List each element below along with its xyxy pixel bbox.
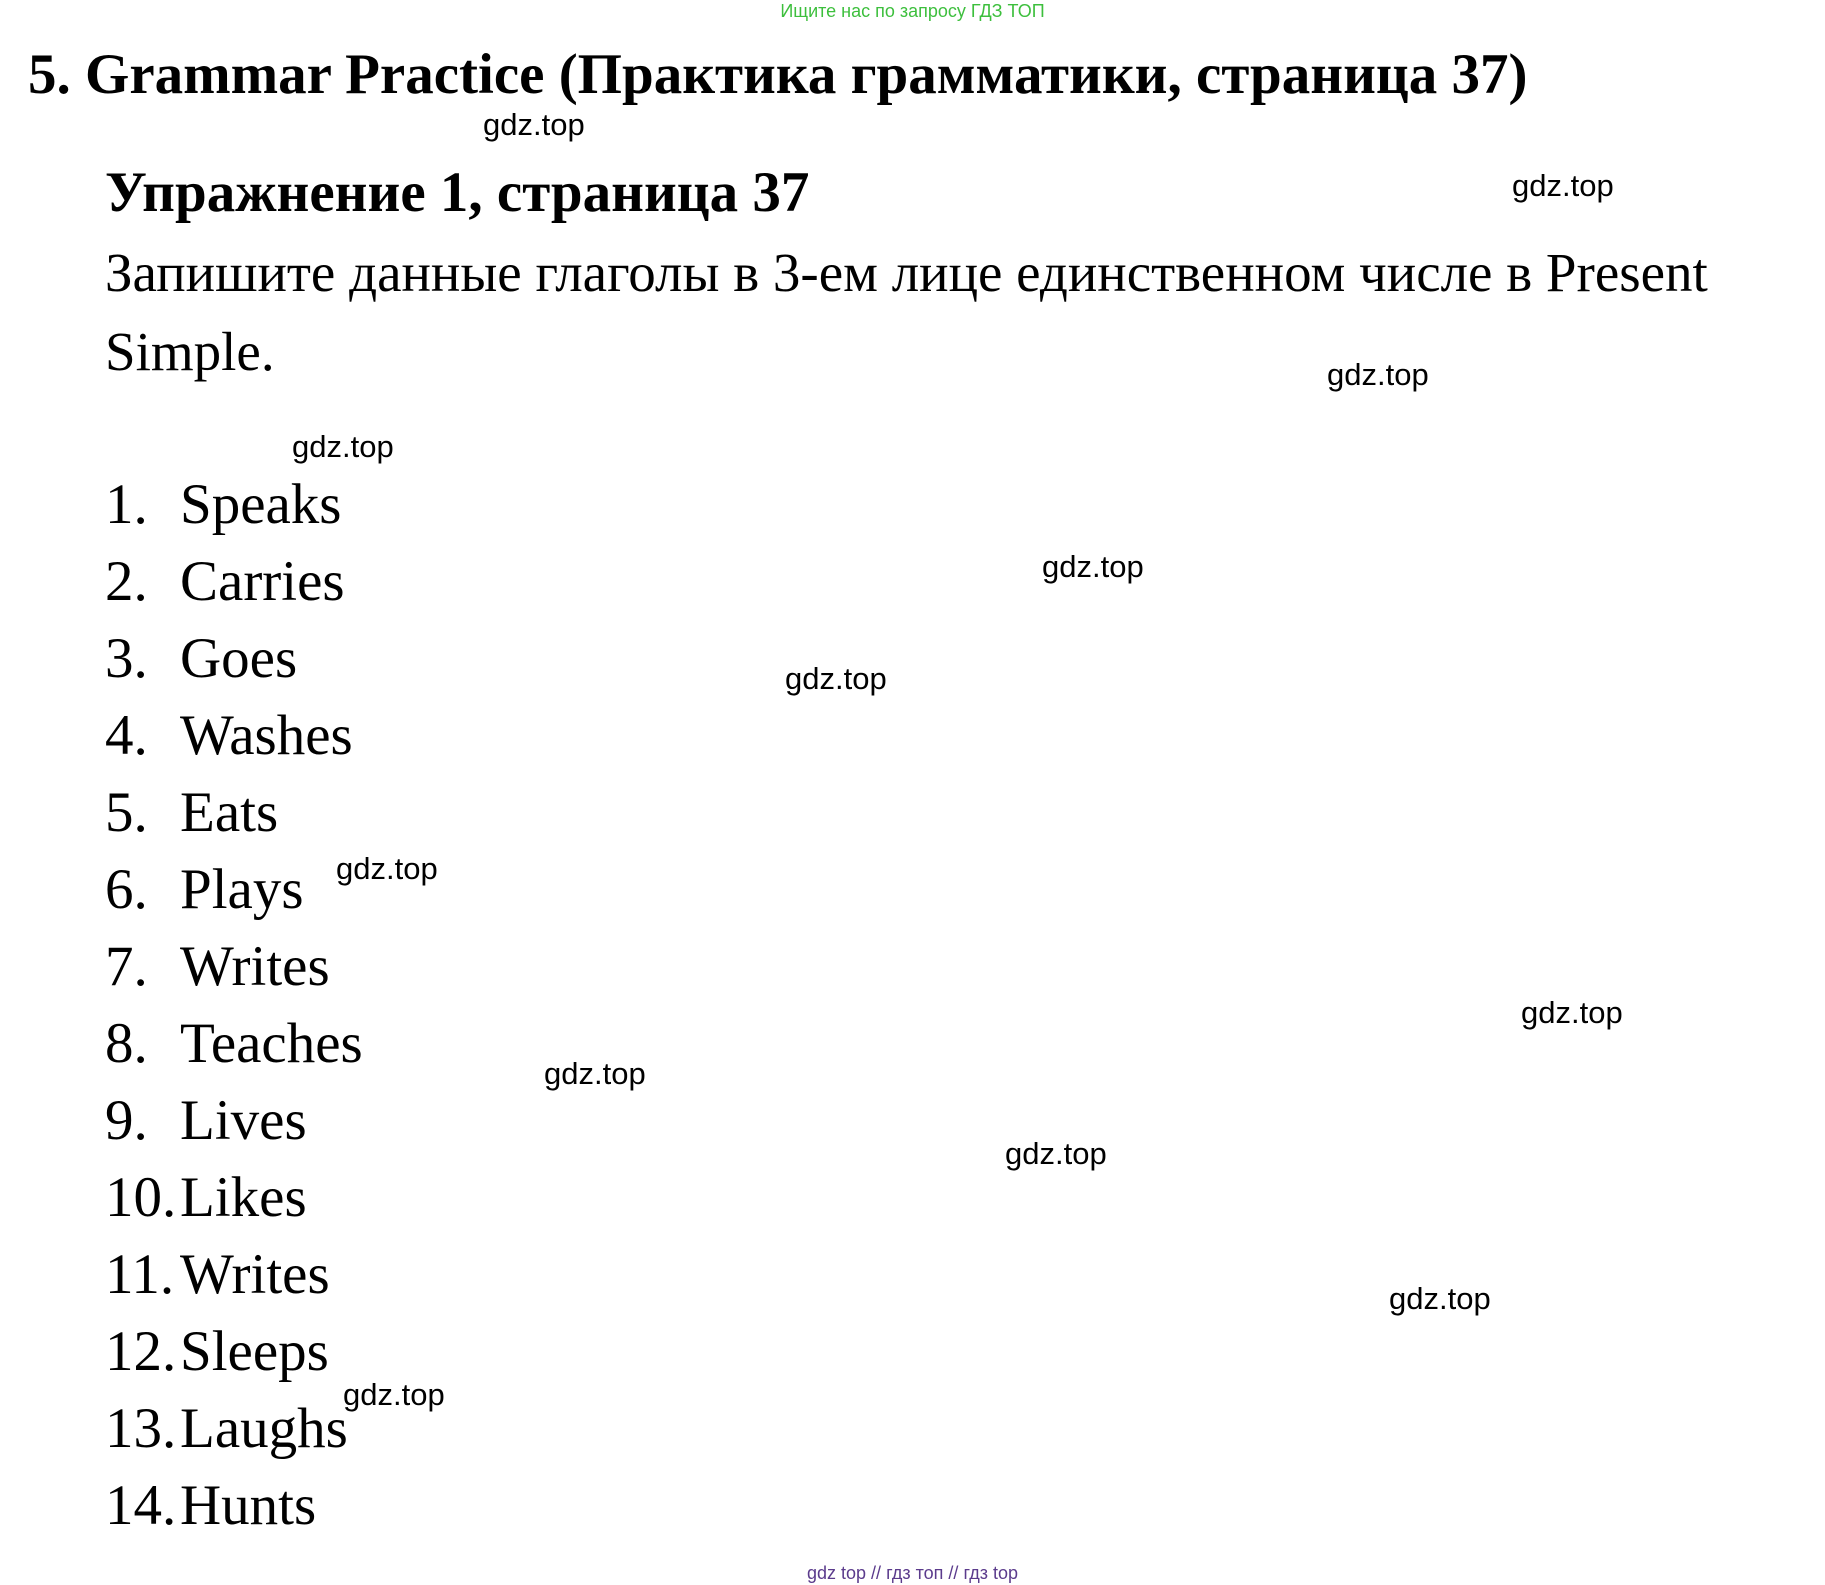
answer-word: Writes: [180, 1243, 330, 1306]
answer-item: [105, 774, 363, 851]
watermark: gdz.top: [292, 429, 394, 464]
section-title: 5. Grammar Practice (Практика грамматики, страница 37): [28, 43, 1528, 106]
answer-number: 9.: [105, 1089, 148, 1152]
answer-word: Sleeps: [180, 1320, 329, 1383]
answer-word: Teaches: [180, 1012, 363, 1075]
answer-number: 7.: [105, 935, 148, 998]
exercise-title: Упражнение 1, страница 37: [105, 161, 810, 224]
answer-item: [105, 543, 363, 620]
watermark: gdz.top: [1512, 168, 1614, 203]
answer-item: [105, 1236, 363, 1313]
answer-word: Hunts: [180, 1474, 317, 1537]
answer-number: 2.: [105, 550, 148, 613]
answer-number: 1.: [105, 473, 148, 536]
answer-number: 4.: [105, 704, 148, 767]
answer-word: Speaks: [180, 473, 342, 536]
answer-number: 11.: [105, 1243, 175, 1306]
watermark: gdz.top: [1389, 1281, 1491, 1316]
answer-number: 8.: [105, 1012, 148, 1075]
footer-separator: //: [948, 1563, 959, 1583]
watermark: gdz.top: [544, 1056, 646, 1091]
answer-item: [105, 851, 363, 928]
answer-item: [105, 697, 363, 774]
watermark: gdz.top: [1005, 1136, 1107, 1171]
exercise-instruction: Запишите данные глаголы в 3-ем лице единственном числе в Present Simple.: [105, 242, 1708, 382]
answer-number: 5.: [105, 781, 148, 844]
watermark: gdz.top: [1521, 995, 1623, 1030]
answer-item: [105, 466, 363, 543]
footer-link[interactable]: гдз top: [963, 1563, 1018, 1583]
watermark: gdz.top: [785, 661, 887, 696]
answer-number: 10.: [105, 1166, 177, 1229]
footer-links: [0, 1563, 1825, 1584]
answer-item: [105, 928, 363, 1005]
watermark: gdz.top: [483, 107, 585, 142]
answer-number: 3.: [105, 627, 148, 690]
answer-word: Lives: [180, 1089, 307, 1152]
answer-word: Likes: [180, 1166, 307, 1229]
answer-word: Carries: [180, 550, 345, 613]
watermark: gdz.top: [1042, 549, 1144, 584]
answer-item: [105, 1313, 363, 1390]
answer-item: [105, 1159, 363, 1236]
answer-item: [105, 1467, 363, 1544]
answer-item: [105, 1390, 363, 1467]
answer-word: Goes: [180, 627, 298, 690]
footer-link[interactable]: гдз топ: [886, 1563, 944, 1583]
answer-word: Writes: [180, 935, 330, 998]
answer-number: 14.: [105, 1474, 177, 1537]
search-hint-banner: Ищите нас по запросу ГДЗ ТОП: [780, 1, 1045, 21]
answer-list: [105, 466, 363, 1544]
watermark: gdz.top: [343, 1377, 445, 1412]
answer-word: Washes: [180, 704, 353, 767]
answer-number: 12.: [105, 1320, 177, 1383]
answer-item: [105, 620, 363, 697]
answer-item: [105, 1082, 363, 1159]
watermark: gdz.top: [1327, 357, 1429, 392]
answer-word: Eats: [180, 781, 279, 844]
answer-number: 13.: [105, 1397, 177, 1460]
answer-number: 6.: [105, 858, 148, 921]
footer-separator: //: [871, 1563, 882, 1583]
footer-link[interactable]: gdz top: [806, 1563, 867, 1583]
answer-item: [105, 1005, 363, 1082]
answer-word: Plays: [180, 858, 304, 921]
watermark: gdz.top: [336, 851, 438, 886]
answer-word: Laughs: [180, 1397, 348, 1460]
